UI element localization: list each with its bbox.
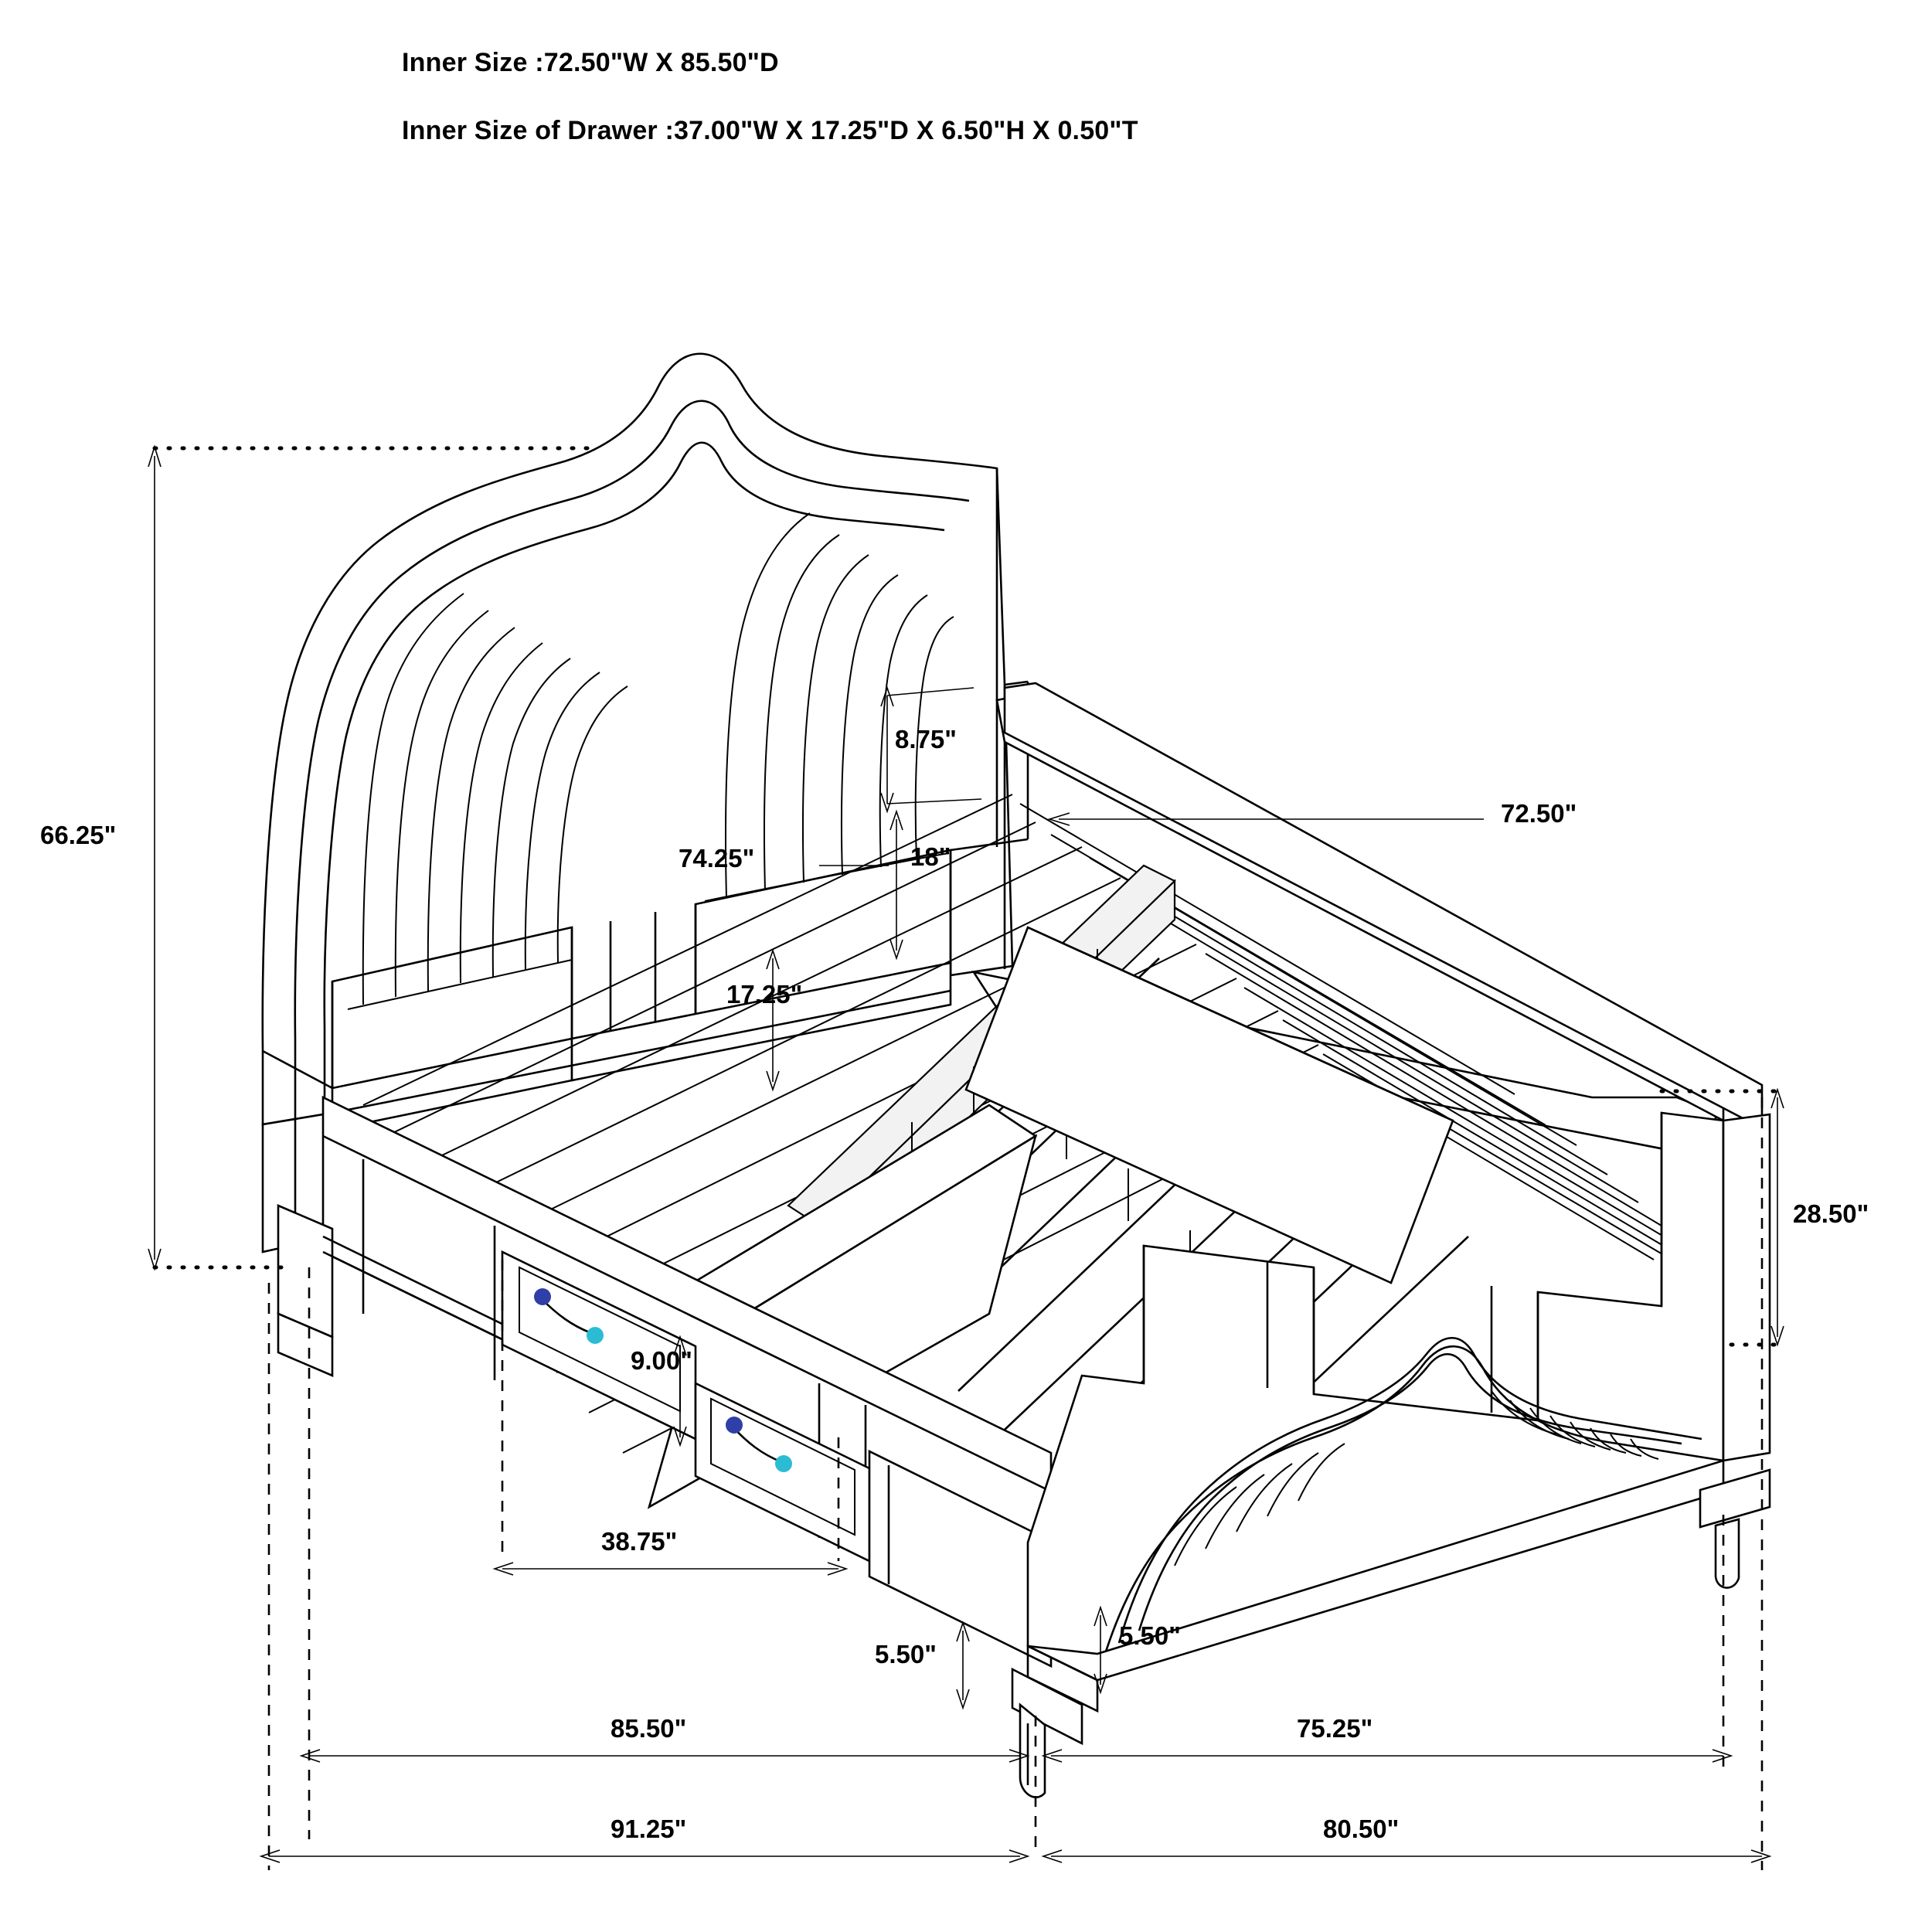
dim-drawer-width: 38.75" — [601, 1527, 678, 1556]
dim-drawer-face-height: 9.00" — [631, 1346, 692, 1375]
dim-leg-height-right: 5.50" — [1119, 1621, 1181, 1650]
dim-footboard-height: 28.50" — [1793, 1199, 1869, 1228]
dim-drawer-depth: 17.25" — [726, 980, 803, 1009]
dim-slat-span: 74.25" — [679, 844, 755, 872]
header-inner-size: Inner Size :72.50"W X 85.50"D — [402, 48, 779, 77]
dim-deck-height: 18" — [910, 842, 951, 871]
header-inner-size-drawer: Inner Size of Drawer :37.00"W X 17.25"D X 6.50"H X 0.50"T — [402, 116, 1138, 145]
dim-overall-height: 66.25" — [40, 821, 117, 849]
dim-overall-length: 91.25" — [611, 1815, 687, 1843]
dim-side-length: 75.25" — [1297, 1714, 1373, 1743]
dim-overall-width: 80.50" — [1323, 1815, 1400, 1843]
dim-inner-depth: 85.50" — [611, 1714, 687, 1743]
dim-leg-height-left: 5.50" — [875, 1640, 937, 1668]
dim-headboard-clearance: 8.75" — [895, 725, 957, 753]
dim-inner-width: 72.50" — [1501, 799, 1577, 828]
